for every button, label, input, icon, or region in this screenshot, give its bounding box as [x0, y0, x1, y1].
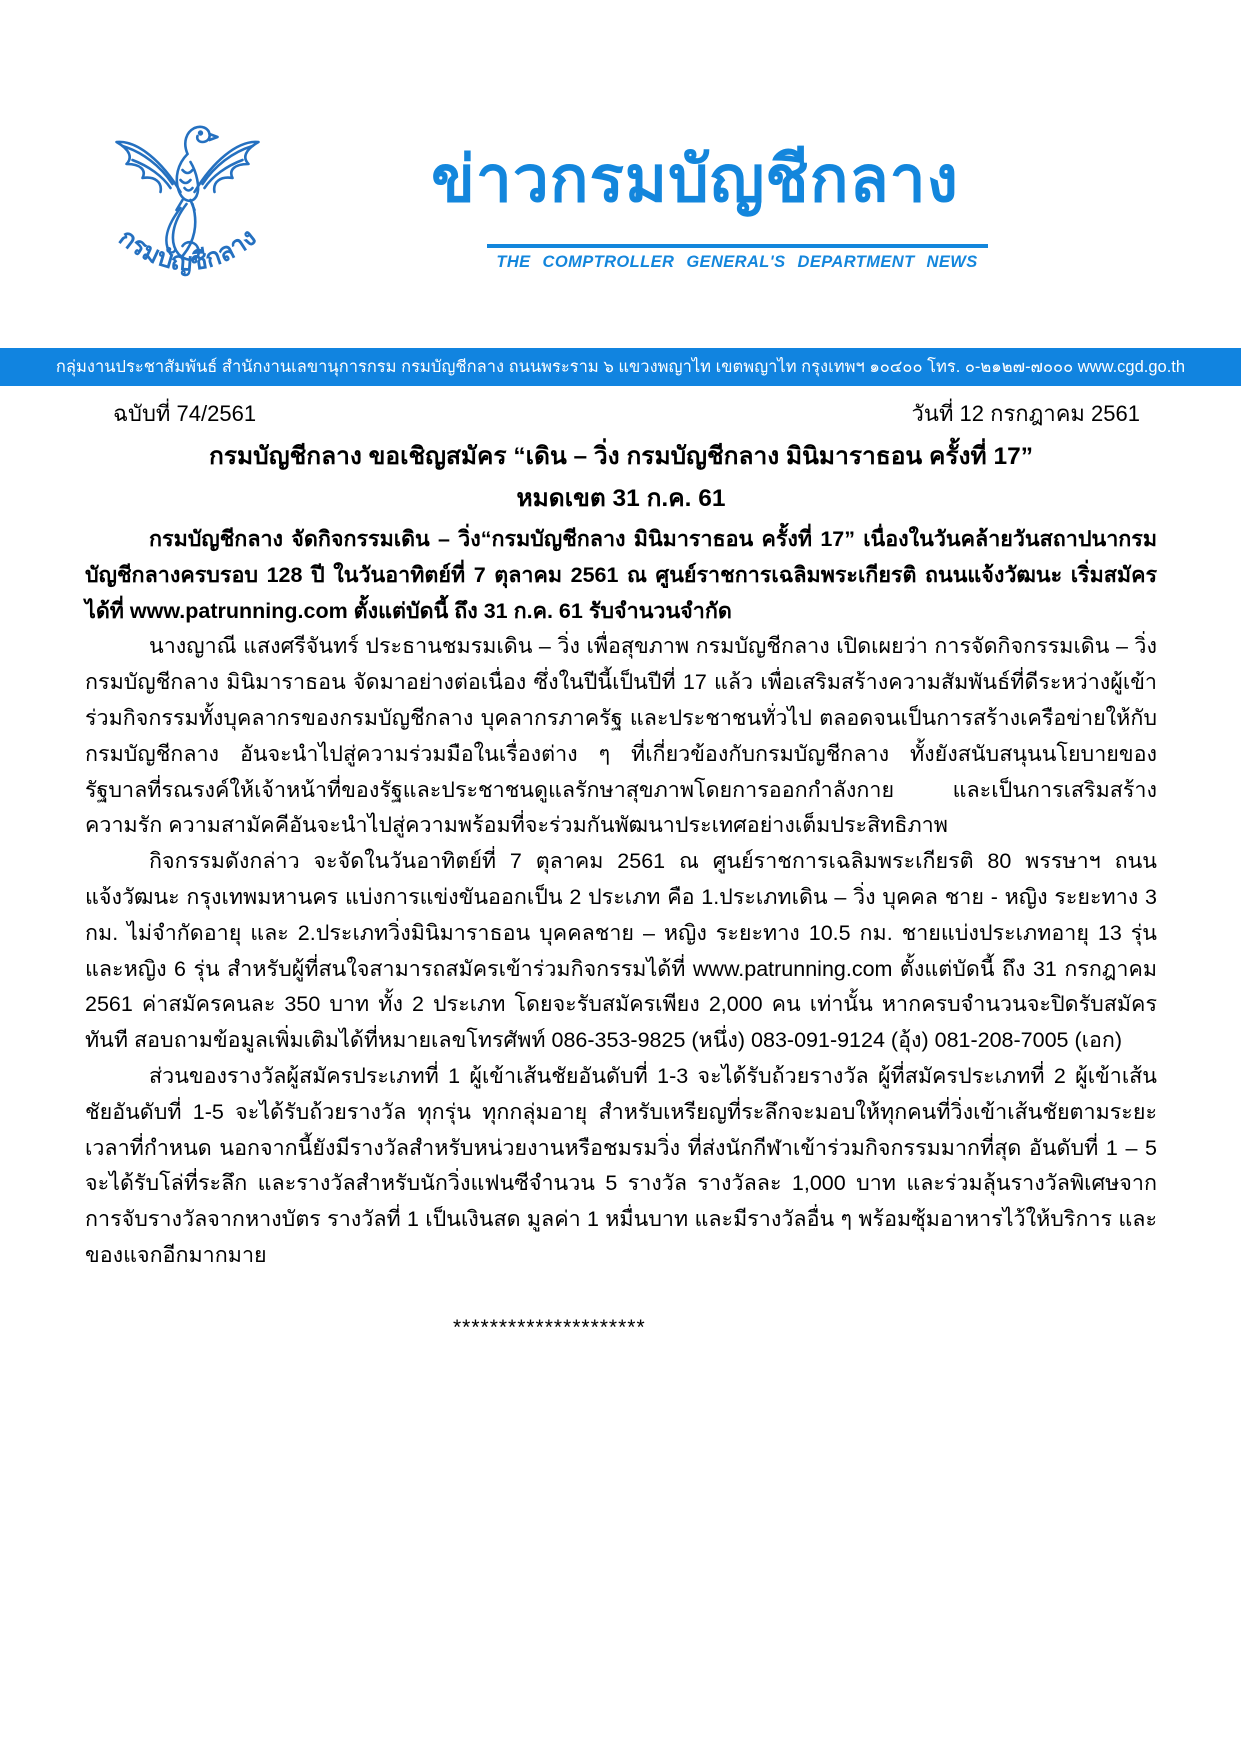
garuda-bird-icon — [100, 92, 275, 297]
paragraph-4: ส่วนของรางวัลผู้สมัครประเภทที่ 1 ผู้เข้าเส้นชัยอันดับที่ 1-3 จะได้รับถ้วยรางวัล ผู้ที่สมัครประเภทที่ 2 ผู้เข้าเส้นชัยอันดับที่ 1-5 จะได้รับถ้วยรางวัล ทุกรุ่น ทุกกลุ่มอายุ สำหรับเหรียญที่ระลึกจะมอบให้ทุกคนที่วิ่งเข้าเส้นชัยตามระยะเวลาที่กำหนด นอกจากนี้ยังมีรางวัลสำหรับหน่วยงานหรือชมรมวิ่ง ที่ส่งนักกีฬาเข้าร่วมกิจกรรมมากที่สุด อันดับที่ 1 – 5 จะได้รับโล่ที่ระลึก และรางวัลสำหรับนักวิ่งแฟนซีจำนวน 5 รางวัล รางวัลละ 1,000 บาท และร่วมลุ้นรางวัลพิเศษจากการจับรางวัลจากหางบัตร รางวัลที่ 1 เป็นเงินสด มูลค่า 1 หมื่นบาท และมีรางวัลอื่น ๆ พร้อมซุ้มอาหารไว้ให้บริการ และของแจกอีกมากมาย — [85, 1063, 1157, 1267]
masthead-rule — [487, 244, 988, 248]
headline-line1: กรมบัญชีกลาง ขอเชิญสมัคร “เดิน – วิ่ง กรมบัญชีกลาง มินิมาราธอน ครั้งที่ 17” — [209, 443, 1033, 470]
paragraph-2: นางญาณี แสงศรีจันทร์ ประธานชมรมเดิน – วิ่ง เพื่อสุขภาพ กรมบัญชีกลาง เปิดเผยว่า การจัดกิจกรรมเดิน – วิ่ง กรมบัญชีกลาง มินิมาราธอน จัดมาอย่างต่อเนื่อง ซึ่งในปีนี้เป็นปีที่ 17 แล้ว เพื่อเสริมสร้างความสัมพันธ์ที่ดีระหว่างผู้เข้าร่วมกิจกรรมทั้งบุคลากรของกรมบัญชีกลาง บุคลากรภาครัฐ และประชาชนทั่วไป ตลอดจนเป็นการสร้างเครือข่ายให้กับกรมบัญชีกลาง อันจะนำไปสู่ความร่วมมือในเรื่องต่าง ๆ ที่เกี่ยวข้องกับกรมบัญชีกลาง ทั้งยังสนับสนุนนโยบายของรัฐบาลที่รณรงค์ให้เจ้าหน้าที่ของรัฐและประชาชนดูแลรักษาสุขภาพโดยการออกกำลังกาย และเป็นการเสริมสร้างความรัก ความสามัคคีอันจะนำไปสู่ความพร้อมที่จะร่วมกันพัฒนาประเทศอย่างเต็มประสิทธิภาพ — [85, 634, 1157, 838]
document-date: วันที่ 12 กรกฎาคม 2561 — [911, 401, 1140, 426]
paragraph-3: กิจกรรมดังกล่าว จะจัดในวันอาทิตย์ที่ 7 ตุลาคม 2561 ณ ศูนย์ราชการเฉลิมพระเกียรติ 80 พรรษาฯ ถนนแจ้งวัฒนะ กรุงเทพมหานคร แบ่งการแข่งขันออกเป็น 2 ประเภท คือ 1.ประเภทเดิน – วิ่ง บุคคล ชาย - หญิง ระยะทาง 3 กม. ไม่จำกัดอายุ และ 2.ประเภทวิ่งมินิมาราธอน บุคคลชาย – หญิง ระยะทาง 10.5 กม. ชายแบ่งประเภทอายุ 13 รุ่น และหญิง 6 รุ่น สำหรับผู้ที่สนใจสามารถสมัครเข้าร่วมกิจกรรมได้ที่ www.patrunning.com ตั้งแต่บัดนี้ ถึง 31 กรกฎาคม 2561 ค่าสมัครคนละ 350 บาท ทั้ง 2 ประเภท โดยจะรับสมัครเพียง 2,000 คน เท่านั้น หากครบจำนวนจะปิดรับสมัครทันที สอบถามข้อมูลเพิ่มเติมได้ที่หมายเลขโทรศัพท์ 086-353-9825 (หนึ่ง) 083-091-9124 (อุ้ง) 081-208-7005 (เอก) — [85, 849, 1157, 1053]
end-of-document-mark: ********************* — [453, 1316, 646, 1339]
contact-info-bar — [0, 348, 1241, 386]
contact-info-text: กลุ่มงานประชาสัมพันธ์ สำนักงานเลขานุการกรม กรมบัญชีกลาง ถนนพระราม ๖ แขวงพญาไท เขตพญาไท กรุงเทพฯ ๑๐๔๐๐ โทร. ๐-๒๑๒๗-๗๐๐๐ www.cgd.go.th — [55, 358, 1186, 376]
logo-caption: กรมบัญชีกลาง — [113, 223, 262, 277]
article-body — [85, 522, 1157, 1274]
meta-row — [113, 399, 1140, 429]
issue-number: ฉบับที่ 74/2561 — [113, 401, 257, 426]
lead-paragraph: กรมบัญชีกลาง จัดกิจกรรมเดิน – วิ่ง“กรมบัญชีกลาง มินิมาราธอน ครั้งที่ 17” เนื่องในวันคล้ายวันสถาปนากรมบัญชีกลางครบรอบ 128 ปี ในวันอาทิตย์ที่ 7 ตุลาคม 2561 ณ ศูนย์ราชการเฉลิมพระเกียรติ ถนนแจ้งวัฒนะ เริ่มสมัครได้ที่ www.patrunning.com ตั้งแต่บัดนี้ ถึง 31 ก.ค. 61 รับจำนวนจำกัด — [85, 527, 1157, 623]
masthead-subtitle-english: THE COMPTROLLER GENERAL'S DEPARTMENT NEWS — [496, 253, 978, 271]
svg-text:กรมบัญชีกลาง — [113, 223, 261, 276]
headline — [85, 436, 1157, 520]
department-seal-logo — [100, 92, 275, 297]
masthead-title: ข่าวกรมบัญชีกลาง — [431, 143, 959, 215]
headline-line2: หมดเขต 31 ก.ค. 61 — [516, 485, 726, 512]
